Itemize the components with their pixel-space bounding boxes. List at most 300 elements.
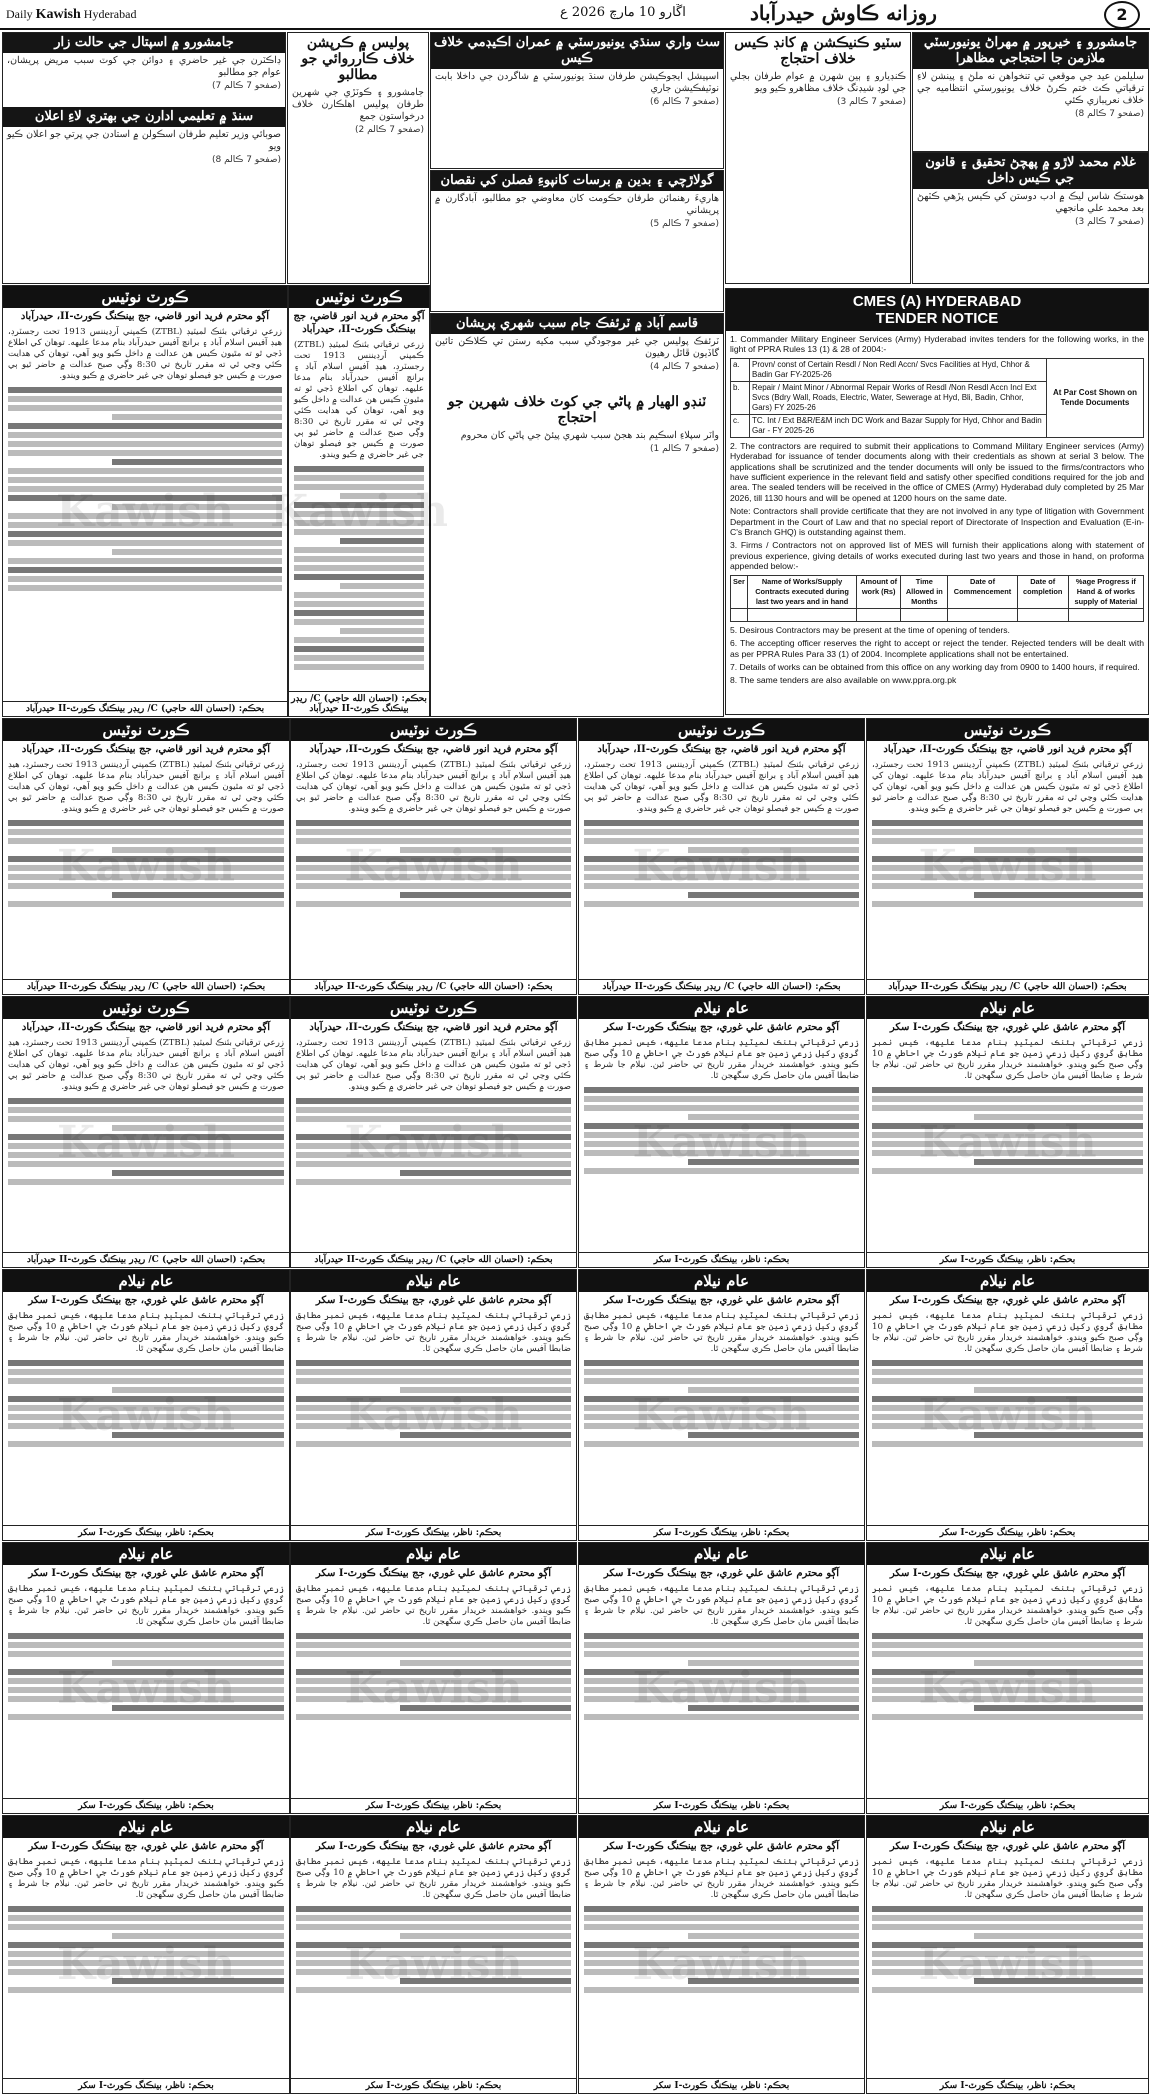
text-line [8, 1360, 284, 1366]
text-line [294, 574, 424, 580]
text-line [294, 556, 424, 562]
text-line [872, 1087, 1143, 1093]
notice-body: زرعي ترقياتي بئنڪ لميٽيڊ بنام مدعا عليهه، ڪيس نمبر مطابق گروي رکيل زرعي زمين جو عام نيلام ڪورٽ جي احاطي ۾ 10 وڳي صبح ڪيو ويندو. خواهشمند خريدار مقرر تاريخ تي حاضر ٿين. نيلام جا شرط ۽ ضابطا آفيس مان حاصل ڪري سگهجن ٿا. [8, 1311, 284, 1354]
text-line [872, 1678, 1143, 1684]
auction-notice [578, 996, 865, 1268]
notice-signature: بحڪم: ناظر، بينڪنگ ڪورٽ-I سکر [3, 2078, 289, 2093]
news-story [2, 32, 286, 284]
text-line [296, 1915, 571, 1921]
auction-notice [2, 1269, 290, 1541]
text-line [294, 520, 424, 526]
text-line [296, 1134, 571, 1140]
text-line [112, 1933, 284, 1939]
text-line [584, 1141, 859, 1147]
auction-notice [866, 1542, 1149, 1814]
text-line [974, 1432, 1143, 1438]
text-line [296, 1987, 571, 1993]
notice-court-name: آڳو محترم فريد انور قاضي، جج بينڪنگ ڪورٽ-II، حيدرآباد [309, 744, 558, 755]
court-notice [2, 996, 290, 1268]
notice-body: زرعي ترقياتي بئنڪ لميٽيڊ بنام مدعا عليهه، ڪيس نمبر مطابق گروي رکيل زرعي زمين جو عام نيلام ڪورٽ جي احاطي ۾ 10 وڳي صبح ڪيو ويندو. خواهشمند خريدار مقرر تاريخ تي حاضر ٿين. نيلام جا شرط ۽ ضابطا آفيس مان حاصل ڪري سگهجن ٿا. [584, 1584, 859, 1627]
court-notice [290, 718, 577, 995]
notice-court-name: آڳو محترم فريد انور قاضي، جج بينڪنگ ڪورٽ-II، حيدرآباد [293, 311, 425, 335]
news-continuation: (صفحو 7 ڪالم 1) [649, 444, 719, 454]
text-line [8, 829, 284, 835]
text-line [8, 576, 282, 582]
text-line [872, 1687, 1143, 1693]
text-line [584, 820, 859, 826]
text-line [584, 1987, 859, 1993]
text-line [112, 549, 282, 555]
text-line [584, 883, 859, 889]
text-line [112, 1432, 284, 1438]
text-line [296, 1179, 571, 1185]
notice-signature: بحڪم: (احسان الله حاجي) C/ ريڊر بينڪنگ ڪورٽ-II حيدرآباد [3, 979, 289, 994]
text-line [584, 1669, 859, 1675]
text-line [872, 1969, 1143, 1975]
auction-notice [578, 1542, 865, 1814]
masthead [0, 0, 1150, 30]
text-line [872, 1942, 1143, 1948]
text-line [340, 628, 424, 634]
newspaper-title: روزانه ڪاوش حيدرآباد [750, 1, 937, 25]
text-line [8, 513, 282, 519]
notice-court-name: آڳو محترم عاشق علي غوري، جج بينڪنگ ڪورٽ-I سکر [889, 1295, 1126, 1306]
text-line [8, 883, 284, 889]
news-story [287, 32, 429, 284]
news-continuation: (صفحو 7 ڪالم 7) [211, 81, 281, 91]
notice-signature: بحڪم: ناظر، بينڪنگ ڪورٽ-I سکر [867, 1252, 1148, 1267]
notice-court-name: آڳو محترم عاشق علي غوري، جج بينڪنگ ڪورٽ-I سکر [315, 1568, 552, 1579]
auction-notice [578, 1269, 865, 1541]
text-line [872, 1423, 1143, 1429]
text-line [112, 1978, 284, 1984]
text-line [688, 1660, 859, 1666]
news-body: صوبائي وزير تعليم طرفان اسڪولن ۾ استادن جي ڀرتي جو اعلان ڪيو ويو [7, 129, 281, 152]
row-work: Repair / Maint Minor / Abnormal Repair Works of Resdl /Non Resdl Accn Incl Ext Svcs (Bdry Wall, Roads, Electric, Water, Sewerage at Hyd, Bli, Badin, Chhor, Gars) FY 2025-26 [750, 381, 1047, 414]
court-notice [290, 996, 577, 1268]
notice-court-name: آڳو محترم عاشق علي غوري، جج بينڪنگ ڪورٽ-I سکر [603, 1568, 840, 1579]
text-line [8, 1906, 284, 1912]
text-line [296, 1678, 571, 1684]
text-line [296, 838, 571, 844]
text-line [584, 1942, 859, 1948]
news-story [912, 32, 1149, 152]
text-line [8, 585, 282, 591]
text-line [8, 865, 284, 871]
text-line [340, 493, 424, 499]
text-line [872, 1951, 1143, 1957]
news-body: ڊاڪٽرن جي غير حاضري ۽ دوائن جي کوٽ سبب مريض پريشان، عوام جو مطالبو [7, 55, 281, 78]
text-line [872, 1369, 1143, 1375]
text-line [8, 1633, 284, 1639]
text-line [872, 1633, 1143, 1639]
auction-notice [866, 1269, 1149, 1541]
text-line [296, 1651, 571, 1657]
text-line [8, 1107, 284, 1113]
experience-table [730, 575, 1144, 622]
text-line [8, 522, 282, 528]
text-line [584, 1096, 859, 1102]
text-line [296, 1405, 571, 1411]
notice-court-name: آڳو محترم عاشق علي غوري، جج بينڪنگ ڪورٽ-I سکر [889, 1568, 1126, 1579]
text-line [584, 865, 859, 871]
text-line [8, 1143, 284, 1149]
column-header: Time Allowed in Months [901, 575, 948, 608]
text-line [8, 838, 284, 844]
watermark: Kawish [56, 1116, 236, 1168]
cost-note: At Par Cost Shown on Tende Documents [1047, 358, 1144, 437]
table-row [731, 608, 1144, 621]
notice-body: زرعي ترقياتي بئنڪ لميٽيڊ بنام مدعا عليهه، ڪيس نمبر مطابق گروي رکيل زرعي زمين جو عام نيلام ڪورٽ جي احاطي ۾ 10 وڳي صبح ڪيو ويندو. خواهشمند خريدار مقرر تاريخ تي حاضر ٿين. نيلام جا شرط ۽ ضابطا آفيس مان حاصل ڪري سگهجن ٿا. [584, 1857, 859, 1900]
text-line [8, 1179, 284, 1185]
auction-notice [866, 996, 1149, 1268]
text-line [8, 1714, 284, 1720]
news-body: ڪنڊيارو ۽ ٻين شهرن ۾ عوام طرفان بجلي جي لوڊ شيڊنگ خلاف مظاهرو ڪيو ويو [730, 71, 906, 94]
text-line [294, 601, 424, 607]
tender-para-6: 6. The accepting officer reserves the right to accept or reject the tender. Rejected tenders will be dealt with as per PPRA Rules Para 33 (1) of 2004. Incomplete applications shall not be entertained. [730, 638, 1144, 659]
text-line [872, 883, 1143, 889]
text-line [872, 1096, 1143, 1102]
text-line [974, 1159, 1143, 1165]
text-line [296, 1396, 571, 1402]
text-line [8, 450, 282, 456]
notice-signature: بحڪم: ناظر، بينڪنگ ڪورٽ-I سکر [579, 2078, 864, 2093]
column-header: Amount of work (Rs) [857, 575, 901, 608]
notice-court-name: آڳو محترم فريد انور قاضي، جج بينڪنگ ڪورٽ-II، حيدرآباد [21, 744, 271, 755]
text-line [400, 892, 571, 898]
news-story [725, 32, 911, 284]
notice-header: ڪورٽ نوٽيس [579, 719, 864, 741]
text-line [584, 1123, 859, 1129]
text-line [974, 847, 1143, 853]
tender-org: CMES (A) HYDERABAD [852, 293, 1022, 310]
notice-body: زرعي ترقياتي بئنڪ لميٽيڊ (ZTBL) ڪمپني آرڊيننس 1913 تحت رجسٽرڊ، هيڊ آفيس اسلام آباد ۽ برانچ آفيس حيدرآباد بنام مدعا عليهه. توهان کي اطلاع ڏجي ٿو ته مٿيون ڪيس هن عدالت ۾ داخل ڪيو ويو آهي، توهان کي هدايت ڪئي وڃي ٿي ته مقرر تاريخ تي 8:30 وڳي صبح عدالت ۾ حاضر ٿيو ٻي صورت ۾ ڪيس جو فيصلو توهان جي غير حاضري ۾ ڪيو ويندو. [296, 760, 572, 814]
court-notice [2, 285, 288, 717]
news-body: هوستڪ شاس ليڪ ۾ ادب دوستن کي ڪيس پڙهي ڪٽهڻ بعد محمد علي مانجهي [917, 191, 1144, 214]
text-line [872, 1960, 1143, 1966]
text-line [872, 1360, 1143, 1366]
text-line [8, 423, 282, 429]
notice-body: زرعي ترقياتي بئنڪ لميٽيڊ بنام مدعا عليهه، ڪيس نمبر مطابق گروي رکيل زرعي زمين جو عام نيلام ڪورٽ جي احاطي ۾ 10 وڳي صبح ڪيو ويندو. خواهشمند خريدار مقرر تاريخ تي حاضر ٿين. نيلام جا شرط ۽ ضابطا آفيس مان حاصل ڪري سگهجن ٿا. [872, 1584, 1143, 1627]
text-line [400, 1387, 571, 1393]
text-line [584, 1906, 859, 1912]
text-line [296, 1423, 571, 1429]
text-line [974, 1114, 1143, 1120]
table-row [731, 358, 1144, 381]
text-line [584, 1378, 859, 1384]
text-line [584, 1969, 859, 1975]
text-line [872, 901, 1143, 907]
row-serial: b. [731, 381, 750, 414]
text-line [974, 892, 1143, 898]
tender-para-2: 2. The contractors are required to submit their applications to Command Military Engineer services (Army) Hyderabad for issuance of tender documents along with their credentials as shown at serial 3 below. The applications shall be scrutinized and the tender documents will only be issued to the firms/contractors who have sufficient experience in the relevant field and satisfy other specified conditions required for the job and area. The sealed tenders will be received in the office of CMES (Army) Hyderabad duly completed by 25 Mar 2026, till 1130 hours and will be opened at 1200 hours on the same date. [730, 440, 1144, 503]
notice-body: زرعي ترقياتي بئنڪ لميٽيڊ (ZTBL) ڪمپني آرڊيننس 1913 تحت رجسٽرڊ، هيڊ آفيس اسلام آباد ۽ برانچ آفيس حيدرآباد بنام مدعا عليهه. توهان کي اطلاع ڏجي ٿو ته مٿيون ڪيس هن عدالت ۾ داخل ڪيو ويو آهي، توهان کي هدايت ڪئي وڃي ٿي ته مقرر تاريخ تي 8:30 وڳي صبح عدالت ۾ حاضر ٿيو ٻي صورت ۾ ڪيس جو فيصلو توهان جي غير حاضري ۾ ڪيو ويندو. [8, 760, 285, 814]
notice-header: عام نيلام [579, 1816, 864, 1838]
text-line [584, 856, 859, 862]
notice-court-name: آڳو محترم عاشق علي غوري، جج بينڪنگ ڪورٽ-I سکر [889, 1022, 1126, 1033]
text-line [688, 1978, 859, 1984]
text-line [296, 865, 571, 871]
text-line [584, 1924, 859, 1930]
notice-body: زرعي ترقياتي بئنڪ لميٽيڊ بنام مدعا عليهه، ڪيس نمبر مطابق گروي رکيل زرعي زمين جو عام نيلام ڪورٽ جي احاطي ۾ 10 وڳي صبح ڪيو ويندو. خواهشمند خريدار مقرر تاريخ تي حاضر ٿين. نيلام جا شرط ۽ ضابطا آفيس مان حاصل ڪري سگهجن ٿا. [8, 1584, 284, 1627]
text-line [584, 1414, 859, 1420]
text-line [112, 1387, 284, 1393]
text-line [872, 1924, 1143, 1930]
news-continuation: (صفحو 7 ڪالم 6) [649, 97, 719, 107]
notice-court-name: آڳو محترم عاشق علي غوري، جج بينڪنگ ڪورٽ-I سکر [28, 1568, 264, 1579]
text-line [872, 1669, 1143, 1675]
text-line [296, 820, 571, 826]
notice-body: زرعي ترقياتي بئنڪ لميٽيڊ بنام مدعا عليهه، ڪيس نمبر مطابق گروي رکيل زرعي زمين جو عام نيلام ڪورٽ جي احاطي ۾ 10 وڳي صبح ڪيو ويندو. خواهشمند خريدار مقرر تاريخ تي حاضر ٿين. نيلام جا شرط ۽ ضابطا آفيس مان حاصل ڪري سگهجن ٿا. [872, 1311, 1143, 1354]
text-line [872, 1123, 1143, 1129]
news-headline: پولیس ۾ ڪرپشن خلاف ڪارروائي جو مطالبو [288, 33, 428, 85]
text-line [8, 468, 282, 474]
text-line [872, 1150, 1143, 1156]
text-line [584, 1441, 859, 1447]
notice-header: عام نيلام [3, 1543, 289, 1565]
text-line [294, 592, 424, 598]
notice-court-name: آڳو محترم عاشق علي غوري، جج بينڪنگ ڪورٽ-I سکر [315, 1841, 552, 1852]
text-line [8, 1651, 284, 1657]
notice-body: زرعي ترقياتي بئنڪ لميٽيڊ بنام مدعا عليهه، ڪيس نمبر مطابق گروي رکيل زرعي زمين جو عام نيلام ڪورٽ جي احاطي ۾ 10 وڳي صبح ڪيو ويندو. خواهشمند خريدار مقرر تاريخ تي حاضر ٿين. نيلام جا شرط ۽ ضابطا آفيس مان حاصل ڪري سگهجن ٿا. [584, 1038, 859, 1081]
news-body: جامشورو ۽ ڪوٽڙي جي شهرين طرفان پوليس اهلڪارن خلاف درخواستون جمع [292, 87, 424, 122]
text-line [8, 1915, 284, 1921]
notice-signature: بحڪم: ناظر، بينڪنگ ڪورٽ-I سکر [3, 1798, 289, 1813]
notice-signature: بحڪم: (احسان الله حاجي) C/ ريڊر بينڪنگ ڪورٽ-II حيدرآباد [291, 979, 576, 994]
column-header: Date of Commencement [948, 575, 1017, 608]
news-headline: غلام محمد لاڙو ۾ پهچڻ تحقيق ۽ قانون جي ڪيس داخل [913, 153, 1148, 189]
text-line [8, 1396, 284, 1402]
text-line [872, 1906, 1143, 1912]
text-line [584, 829, 859, 835]
notice-header: عام نيلام [579, 1270, 864, 1292]
notice-header: عام نيلام [3, 1270, 289, 1292]
text-line [296, 1714, 571, 1720]
notice-signature: بحڪم: ناظر، بينڪنگ ڪورٽ-I سکر [579, 1525, 864, 1540]
notice-body: زرعي ترقياتي بئنڪ لميٽيڊ (ZTBL) ڪمپني آرڊيننس 1913 تحت رجسٽرڊ، هيڊ آفيس اسلام آباد ۽ برانچ آفيس حيدرآباد بنام مدعا عليهه. توهان کي اطلاع ڏجي ٿو ته مٿيون ڪيس هن عدالت ۾ داخل ڪيو ويو آهي، توهان کي هدايت ڪئي وڃي ٿي ته مقرر تاريخ تي 8:30 وڳي صبح عدالت ۾ حاضر ٿيو ٻي صورت ۾ ڪيس جو فيصلو توهان جي غير حاضري ۾ ڪيو ويندو. [8, 1038, 285, 1092]
tender-para-3: 3. Firms / Contractors not on approved list of MES will furnish their applications along with statement of previous experience, giving details of works executed during last two years and those in hand, on proforma appended below:- [730, 540, 1144, 572]
notice-signature: بحڪم: (احسان الله حاجي) C/ ريڊر بينڪنگ ڪورٽ-II حيدرآباد [579, 979, 864, 994]
text-line [340, 583, 424, 589]
notice-header: عام نيلام [867, 997, 1148, 1019]
notice-header: عام نيلام [867, 1270, 1148, 1292]
text-line [296, 1360, 571, 1366]
text-line [294, 484, 424, 490]
text-line [296, 1960, 571, 1966]
text-line [584, 1369, 859, 1375]
news-continuation: (صفحو 7 ڪالم 5) [649, 219, 719, 229]
text-line [584, 1687, 859, 1693]
news-body: اسپيشل ايجوڪيشن طرفان سنڌ يونيورسٽي ۾ شاگردن جي داخلا بابت نوٽيفڪيشن جاري [435, 71, 719, 94]
text-line [872, 1168, 1143, 1174]
notice-header: ڪورٽ نوٽيس [3, 997, 289, 1019]
text-line [296, 1669, 571, 1675]
text-line [688, 892, 859, 898]
text-line [8, 1687, 284, 1693]
tender-para-7: 7. Details of works can be obtained from this office on any working day from 0900 to 1400 hours, if required. [730, 661, 1140, 672]
text-line [688, 1705, 859, 1711]
text-line [584, 1105, 859, 1111]
text-line [872, 856, 1143, 862]
text-line [296, 1906, 571, 1912]
watermark: Kawish [344, 1116, 523, 1168]
text-line [294, 637, 424, 643]
masthead-city: Hyderabad [83, 7, 137, 21]
masthead-name: Kawish [35, 7, 81, 22]
text-line [112, 459, 282, 465]
news-headline: گولاڙچي ۽ بدين ۾ برسات کانپوءِ فصلن کي نقصان [431, 171, 723, 191]
column-header: Ser [731, 575, 748, 608]
text-line [294, 547, 424, 553]
text-line [8, 1414, 284, 1420]
text-line [112, 1660, 284, 1666]
row-serial: a. [731, 358, 750, 381]
text-line [294, 475, 424, 481]
news-story [912, 152, 1149, 284]
text-line [296, 1143, 571, 1149]
text-line [8, 1378, 284, 1384]
text-line [872, 1651, 1143, 1657]
text-line [872, 1696, 1143, 1702]
notice-court-name: آڳو محترم فريد انور قاضي، جج بينڪنگ ڪورٽ-II، حيدرآباد [20, 311, 270, 322]
news-headline: قاسم آباد ۾ ٽرئفڪ جام سبب شهري پريشان [431, 314, 723, 334]
auction-notice [290, 1269, 577, 1541]
text-line [296, 1687, 571, 1693]
text-line [8, 1942, 284, 1948]
news-headline: سنڌ ۾ تعليمي ادارن جي بهتري لاءِ اعلان [3, 107, 285, 127]
news-body: سليلمن عيد جي موقعي تي تنخواهن نه ملڻ ۽ پينشن لاءِ ترقياتي ڪٽ ختم ڪرڻ خلاف يونيورسٽي انتظاميه جي خلاف نعريبازي ڪئي [917, 71, 1144, 106]
text-line [296, 1161, 571, 1167]
text-line [584, 1642, 859, 1648]
text-line [872, 1987, 1143, 1993]
text-line [8, 531, 282, 537]
text-line [872, 865, 1143, 871]
notice-header: عام نيلام [291, 1816, 576, 1838]
page-number: 2 [1104, 1, 1140, 29]
text-line [974, 1660, 1143, 1666]
text-line [8, 1134, 284, 1140]
text-line [112, 504, 282, 510]
notice-header: عام نيلام [3, 1816, 289, 1838]
column-header: Date of completion [1017, 575, 1068, 608]
text-line [872, 874, 1143, 880]
news-continuation: (صفحو 7 ڪالم 8) [211, 155, 281, 165]
auction-notice [2, 1542, 290, 1814]
masthead-prefix: Daily [6, 7, 33, 21]
text-line [8, 1678, 284, 1684]
notice-signature: بحڪم: ناظر، بينڪنگ ڪورٽ-I سکر [867, 2078, 1148, 2093]
notice-court-name: آڳو محترم عاشق علي غوري، جج بينڪنگ ڪورٽ-I سکر [603, 1022, 840, 1033]
text-line [294, 664, 424, 670]
news-story [430, 170, 724, 312]
text-line [688, 1933, 859, 1939]
notice-body: زرعي ترقياتي بئنڪ لميٽيڊ (ZTBL) ڪمپني آرڊيننس 1913 تحت رجسٽرڊ، هيڊ آفيس اسلام آباد ۽ برانچ آفيس حيدرآباد بنام مدعا عليهه. توهان کي اطلاع ڏجي ٿو ته مٿيون ڪيس هن عدالت ۾ داخل ڪيو ويو آهي، توهان کي هدايت ڪئي وڃي ٿي ته مقرر تاريخ تي 8:30 وڳي صبح عدالت ۾ حاضر ٿيو ٻي صورت ۾ ڪيس جو فيصلو توهان جي غير حاضري ۾ ڪيو ويندو. [8, 327, 283, 381]
notice-court-name: آڳو محترم عاشق علي غوري، جج بينڪنگ ڪورٽ-I سکر [889, 1841, 1126, 1852]
notice-signature: بحڪم: (احسان الله حاجي) C/ ريڊر بينڪنگ ڪورٽ-II حيدرآباد [291, 1252, 576, 1267]
text-line [872, 838, 1143, 844]
notice-court-name: آڳو محترم عاشق علي غوري، جج بينڪنگ ڪورٽ-I سکر [28, 1841, 264, 1852]
notice-court-name: آڳو محترم فريد انور قاضي، جج بينڪنگ ڪورٽ-II، حيدرآباد [309, 1022, 558, 1033]
table-header-row [731, 575, 1144, 608]
tender-para-5: 5. Desirous Contractors may be present at the time of opening of tenders. [730, 624, 1010, 635]
text-line [296, 1414, 571, 1420]
text-line [8, 1951, 284, 1957]
text-line [296, 1633, 571, 1639]
text-line [8, 396, 282, 402]
notice-header: عام نيلام [867, 1543, 1148, 1565]
text-line [112, 1170, 284, 1176]
auction-notice [290, 1815, 577, 2094]
text-line [584, 1132, 859, 1138]
text-line [294, 502, 424, 508]
notice-signature: بحڪم: ناظر، بينڪنگ ڪورٽ-I سکر [291, 2078, 576, 2093]
news-continuation: (صفحو 7 ڪالم 4) [649, 362, 719, 372]
text-line [8, 856, 284, 862]
notice-court-name: آڳو محترم فريد انور قاضي، جج بينڪنگ ڪورٽ-II، حيدرآباد [597, 744, 846, 755]
column-header: %age Progress if Hand & of works supply of Material [1068, 575, 1143, 608]
notice-header: عام نيلام [579, 997, 864, 1019]
text-line [8, 558, 282, 564]
text-line [584, 1633, 859, 1639]
english-masthead [6, 7, 136, 23]
text-line [340, 538, 424, 544]
court-notice [288, 285, 430, 717]
text-line [872, 1915, 1143, 1921]
notice-court-name: آڳو محترم عاشق علي غوري، جج بينڪنگ ڪورٽ-I سکر [603, 1295, 840, 1306]
text-line [8, 567, 282, 573]
text-line [872, 829, 1143, 835]
text-line [8, 477, 282, 483]
text-line [8, 1987, 284, 1993]
text-line [8, 1669, 284, 1675]
text-line [974, 1387, 1143, 1393]
news-headline: سٺ واري سنڌي يونيورسٽي ۾ عمران اڪيڊمي خلاف ڪيس [431, 33, 723, 69]
notice-body: زرعي ترقياتي بئنڪ لميٽيڊ بنام مدعا عليهه، ڪيس نمبر مطابق گروي رکيل زرعي زمين جو عام نيلام ڪورٽ جي احاطي ۾ 10 وڳي صبح ڪيو ويندو. خواهشمند خريدار مقرر تاريخ تي حاضر ٿين. نيلام جا شرط ۽ ضابطا آفيس مان حاصل ڪري سگهجن ٿا. [8, 1857, 284, 1900]
text-line [872, 1642, 1143, 1648]
text-line [8, 1152, 284, 1158]
notice-signature: بحڪم: ناظر، بينڪنگ ڪورٽ-I سکر [867, 1798, 1148, 1813]
text-line [688, 1432, 859, 1438]
text-line [294, 511, 424, 517]
notice-signature: بحڪم: ناظر، بينڪنگ ڪورٽ-I سکر [579, 1252, 864, 1267]
notice-header: عام نيلام [291, 1543, 576, 1565]
news-headline: ٽنڊو الهيار ۾ پاڻي جي کوٽ خلاف شهرين جو احتجاج [431, 392, 723, 428]
news-headline: جامشورو ۽ خيرپور ۾ مهراڻ يونيورسٽي ملازمن جا احتجاجي مظاهرا [913, 33, 1148, 69]
auction-notice [2, 1815, 290, 2094]
text-line [296, 1116, 571, 1122]
notice-body: زرعي ترقياتي بئنڪ لميٽيڊ بنام مدعا عليهه، ڪيس نمبر مطابق گروي رکيل زرعي زمين جو عام نيلام ڪورٽ جي احاطي ۾ 10 وڳي صبح ڪيو ويندو. خواهشمند خريدار مقرر تاريخ تي حاضر ٿين. نيلام جا شرط ۽ ضابطا آفيس مان حاصل ڪري سگهجن ٿا. [584, 1311, 859, 1354]
text-line [584, 1651, 859, 1657]
text-line [296, 1378, 571, 1384]
text-line [8, 1441, 284, 1447]
text-line [584, 1405, 859, 1411]
text-line [400, 1933, 571, 1939]
notice-body: زرعي ترقياتي بئنڪ لميٽيڊ (ZTBL) ڪمپني آرڊيننس 1913 تحت رجسٽرڊ، هيڊ آفيس اسلام آباد ۽ برانچ آفيس حيدرآباد بنام مدعا عليهه. توهان کي اطلاع ڏجي ٿو ته مٿيون ڪيس هن عدالت ۾ داخل ڪيو ويو آهي، توهان کي هدايت ڪئي وڃي ٿي ته مقرر تاريخ تي 8:30 وڳي صبح عدالت ۾ حاضر ٿيو ٻي صورت ۾ ڪيس جو فيصلو توهان جي غير حاضري ۾ ڪيو ويندو. [872, 760, 1144, 814]
text-line [974, 1705, 1143, 1711]
news-story [430, 313, 724, 717]
text-line [8, 1098, 284, 1104]
text-line [296, 1152, 571, 1158]
notice-signature: بحڪم: ناظر، بينڪنگ ڪورٽ-I سکر [291, 1798, 576, 1813]
news-body: هاريءَ رهنمائن طرفان حڪومت کان معاوضي جو مطالبو، آبادگارن ۾ پريشاني [435, 193, 719, 216]
notice-body: زرعي ترقياتي بئنڪ لميٽيڊ بنام مدعا عليهه، ڪيس نمبر مطابق گروي رکيل زرعي زمين جو عام نيلام ڪورٽ جي احاطي ۾ 10 وڳي صبح ڪيو ويندو. خواهشمند خريدار مقرر تاريخ تي حاضر ٿين. نيلام جا شرط ۽ ضابطا آفيس مان حاصل ڪري سگهجن ٿا. [872, 1038, 1143, 1081]
notice-header: عام نيلام [579, 1543, 864, 1565]
text-line [974, 1978, 1143, 1984]
text-line [8, 1696, 284, 1702]
text-line [8, 1369, 284, 1375]
court-notice [2, 718, 290, 995]
news-story [430, 32, 724, 169]
